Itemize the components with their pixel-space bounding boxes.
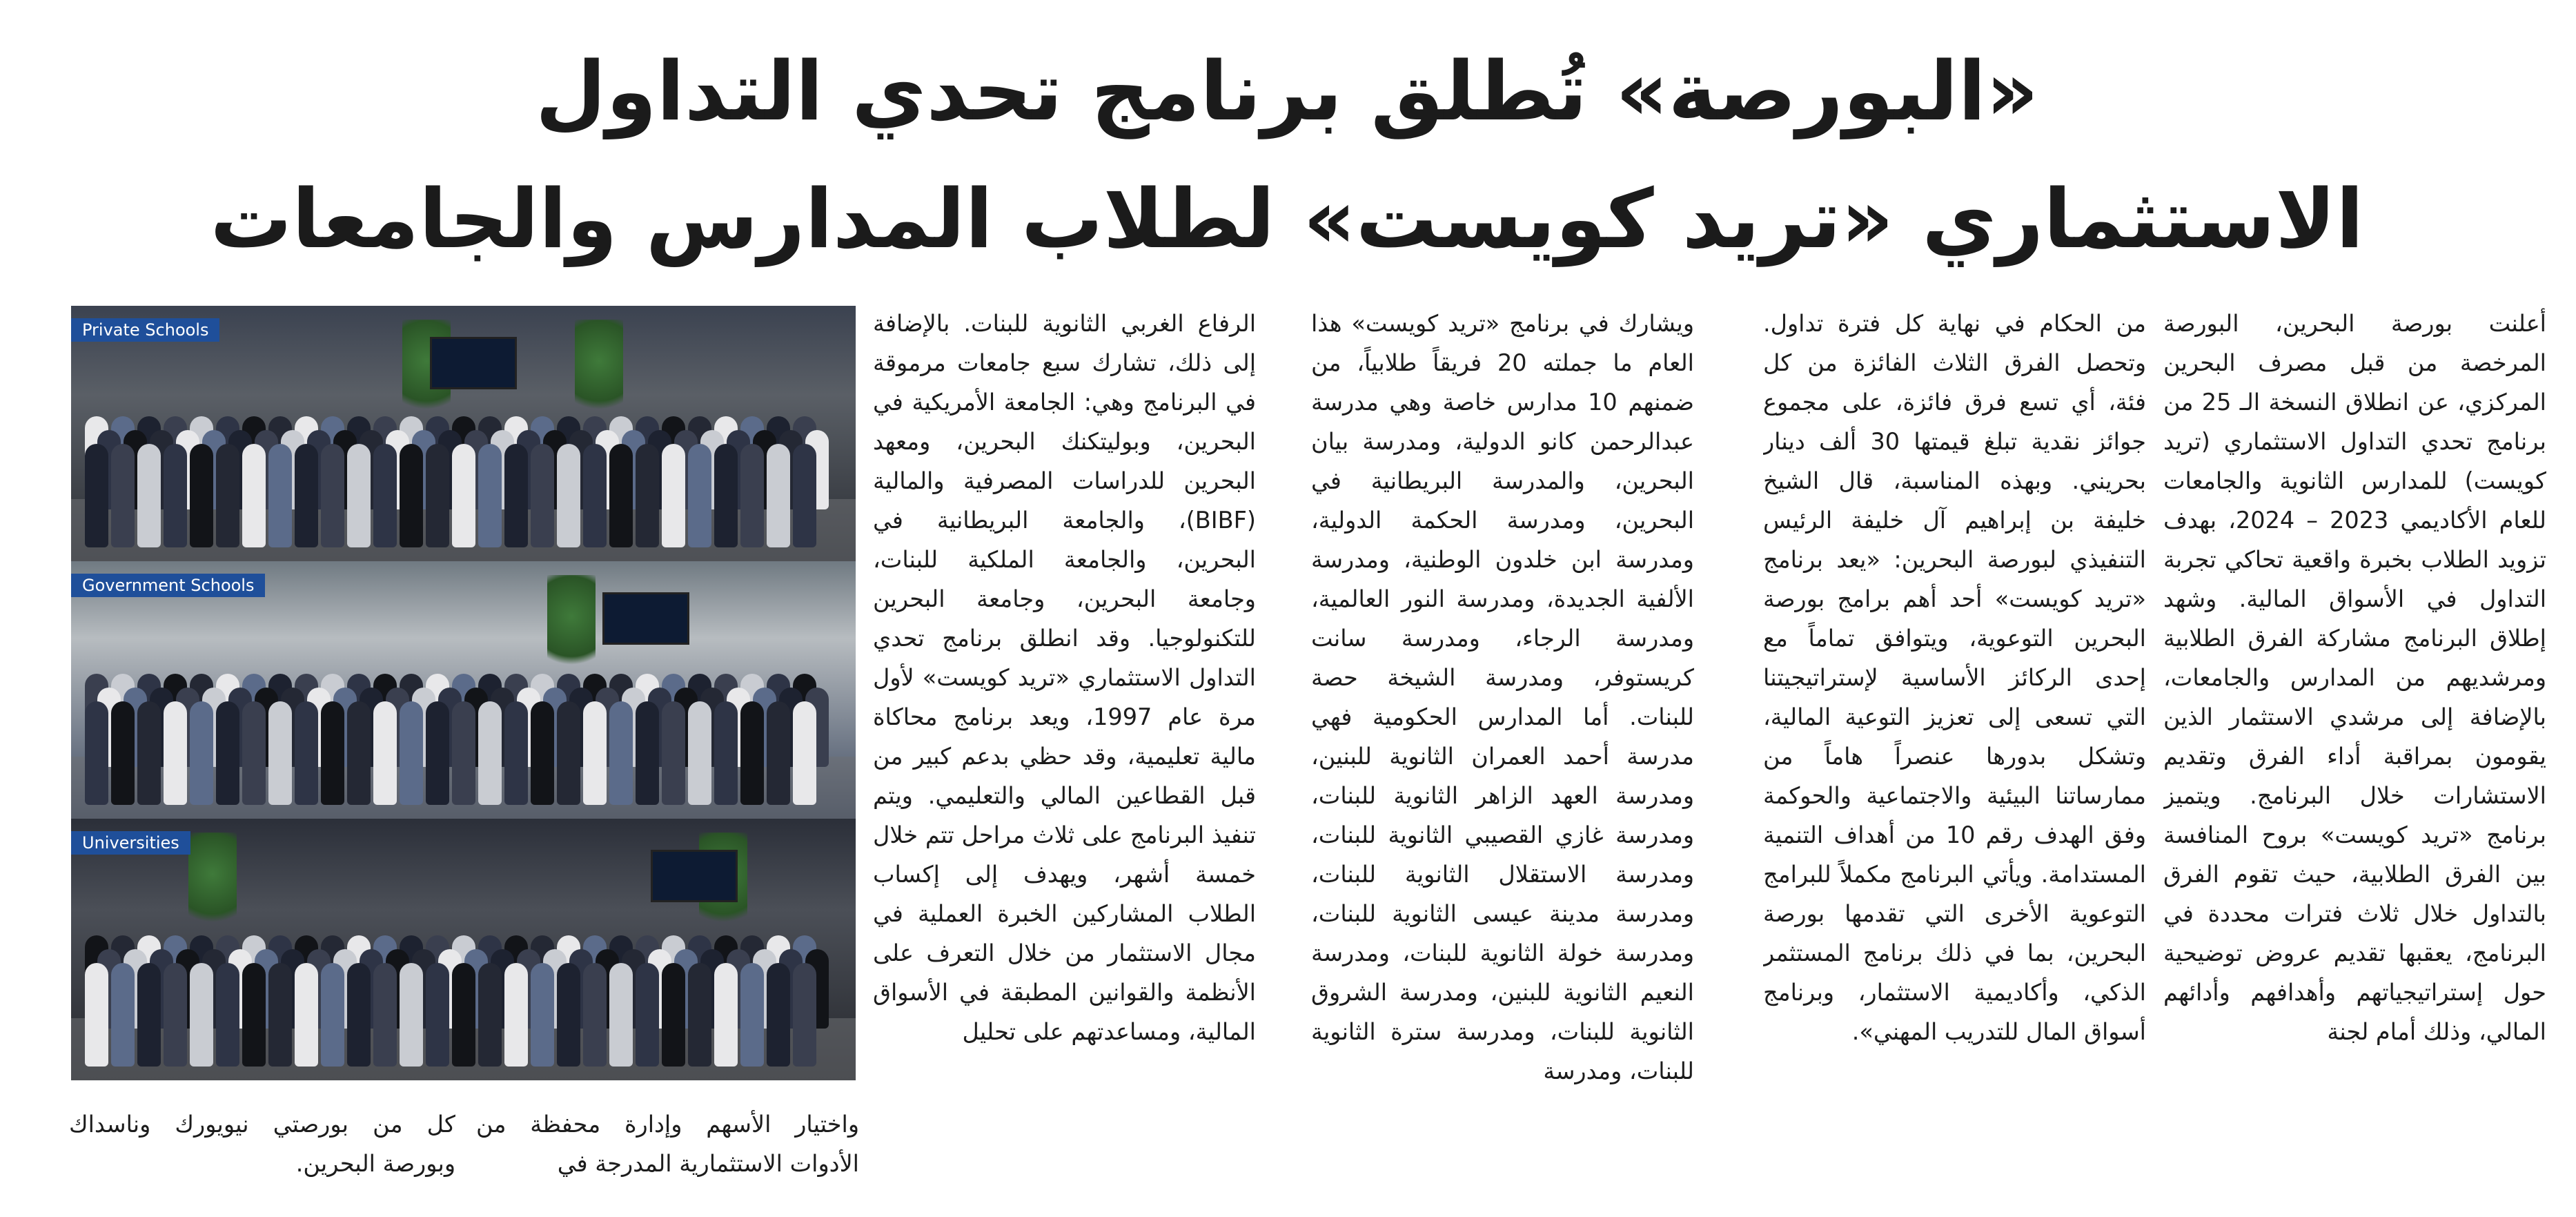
group-photo-collage	[71, 306, 856, 1080]
person-silhouette	[767, 963, 790, 1067]
person-silhouette	[740, 701, 764, 805]
photo-label: Government Schools	[71, 574, 265, 597]
person-silhouette	[242, 963, 266, 1067]
person-silhouette	[164, 701, 187, 805]
article-paragraph: من الحكام في نهاية كل فترة تداول. وتحصل الفرق الثلاث الفائزة من كل فئة، أي تسع فرق فائزة، على مجموع جوائز نقدية تبلغ قيمتها 30 ألف دينار بحريني. وبهذه المناسبة، قال الشيخ خليفة بن إبراهيم آل خليفة الرئيس التنفيذي لبورصة البحرين: «يعد برنامج «تريد كويست» أحد أهم برامج بورصة البحرين التوعوية، ويتوافق تماماً مع إحدى الركائز الأساسية لإستراتيجيتنا التي تسعى إلى تعزيز التوعية المالية، وتشكل بدورها عنصراً هاماً من ممارساتنا البيئية والاجتماعية والحوكمة وفق الهدف رقم 10 من أهداف التنمية المستدامة. ويأتي البرنامج مكملاً للبرامج التوعوية الأخرى التي تقدمها بورصة البحرين، بما في ذلك برنامج المستثمر الذكي، وأكاديمية الاستثمار، وبرنامج أسواق المال للتدريب المهني».	[1763, 310, 2146, 1045]
person-silhouette	[478, 701, 502, 805]
person-silhouette	[478, 444, 502, 547]
person-silhouette	[740, 444, 764, 547]
person-silhouette	[767, 701, 790, 805]
person-silhouette	[662, 963, 685, 1067]
person-silhouette	[688, 701, 711, 805]
crowd	[85, 646, 842, 805]
article-paragraph: الرفاع الغربي الثانوية للبنات. بالإضافة إلى ذلك، تشارك سبع جامعات مرموقة في البرنامج وهي: الجامعة الأمريكية في البحرين، وبوليتكنك البحرين، ومعهد البحرين للدراسات المصرفية والمالية (BIBF)، والجامعة البريطانية في البحرين، والجامعة الملكية للبنات، وجامعة البحرين، وجامعة البحرين للتكنولوجيا. وقد انطلق برنامج تحدي التداول الاستثماري «تريد كويست» لأول مرة عام 1997، ويعد برنامج محاكاة مالية تعليمية، وقد حظي بدعم كبير من قبل القطاعين المالي والتعليمي. ويتم تنفيذ البرنامج على ثلاث مراحل تتم خلال خمسة أشهر، ويهدف إلى إكساب الطلاب المشاركين الخبرة العملية في مجال الاستثمار من خلال التعرف على الأنظمة والقوانين المطبقة في الأسواق المالية، ومساعدتهم على تحليل	[873, 310, 1256, 1045]
person-silhouette	[662, 444, 685, 547]
person-silhouette	[583, 963, 607, 1067]
person-silhouette	[688, 444, 711, 547]
person-silhouette	[190, 963, 213, 1067]
person-silhouette	[373, 963, 397, 1067]
person-silhouette	[452, 963, 475, 1067]
article-paragraph: واختيار الأسهم وإدارة محفظة من الأدوات الاستثمارية المدرجة في	[476, 1111, 859, 1177]
person-silhouette	[714, 701, 738, 805]
photo-label: Universities	[71, 831, 190, 855]
person-silhouette	[636, 963, 659, 1067]
photo-label: Private Schools	[71, 318, 219, 342]
person-silhouette	[111, 444, 135, 547]
person-silhouette	[740, 963, 764, 1067]
photo-panel-private-schools	[71, 306, 856, 561]
person-silhouette	[137, 444, 161, 547]
article-paragraph: ويشارك في برنامج «تريد كويست» هذا العام ما جملته 20 فريقاً طلابياً، من ضمنهم 10 مدارس خاصة وهي مدرسة عبدالرحمن كانو الدولية، ومدرسة بيان البحرين، والمدرسة البريطانية في البحرين، ومدرسة الحكمة الدولية، ومدرسة ابن خلدون الوطنية، ومدرسة الألفية الجديدة، ومدرسة النور العالمية، ومدرسة الرجاء، ومدرسة سانت كريستوفر، ومدرسة الشيخة حصة للبنات. أما المدارس الحكومية فهي مدرسة أحمد العمران الثانوية للبنين، ومدرسة العهد الزاهر الثانوية للبنات، ومدرسة غازي القصيبي الثانوية للبنات، ومدرسة الاستقلال الثانوية للبنات، ومدرسة مدينة عيسى الثانوية للبنات، ومدرسة خولة الثانوية للبنات، ومدرسة النعيم الثانوية للبنين، ومدرسة الشروق الثانوية للبنات، ومدرسة سترة الثانوية للبنات، ومدرسة	[1311, 310, 1694, 1084]
article-column-4	[873, 304, 1256, 1208]
photo-panel-universities	[71, 819, 856, 1080]
person-silhouette	[609, 701, 633, 805]
person-silhouette	[426, 444, 449, 547]
person-silhouette	[85, 963, 108, 1067]
person-silhouette	[295, 701, 318, 805]
person-silhouette	[557, 444, 580, 547]
person-silhouette	[557, 963, 580, 1067]
person-silhouette	[426, 701, 449, 805]
person-silhouette	[452, 444, 475, 547]
person-silhouette	[400, 701, 423, 805]
article-continuation-1	[476, 1104, 859, 1208]
person-silhouette	[636, 444, 659, 547]
person-silhouette	[531, 963, 554, 1067]
person-silhouette	[242, 444, 266, 547]
person-silhouette	[400, 963, 423, 1067]
person-silhouette	[531, 444, 554, 547]
person-silhouette	[373, 701, 397, 805]
person-silhouette	[321, 963, 344, 1067]
person-silhouette	[268, 963, 292, 1067]
person-silhouette	[85, 701, 108, 805]
photo-panel-government-schools	[71, 561, 856, 819]
crowd	[85, 389, 842, 547]
person-silhouette	[609, 963, 633, 1067]
person-silhouette	[190, 444, 213, 547]
person-silhouette	[583, 701, 607, 805]
person-silhouette	[714, 963, 738, 1067]
person-silhouette	[583, 444, 607, 547]
person-silhouette	[400, 444, 423, 547]
person-silhouette	[504, 701, 528, 805]
person-silhouette	[347, 444, 371, 547]
person-silhouette	[452, 701, 475, 805]
person-silhouette	[557, 701, 580, 805]
person-silhouette	[426, 963, 449, 1067]
person-silhouette	[295, 963, 318, 1067]
person-silhouette	[347, 963, 371, 1067]
person-silhouette	[295, 444, 318, 547]
person-silhouette	[793, 444, 816, 547]
person-silhouette	[268, 444, 292, 547]
display-screen	[651, 850, 738, 902]
article-column-3	[1311, 304, 1694, 1208]
person-silhouette	[767, 444, 790, 547]
person-silhouette	[164, 444, 187, 547]
person-silhouette	[216, 963, 239, 1067]
person-silhouette	[373, 444, 397, 547]
person-silhouette	[636, 701, 659, 805]
headline-line-1: «البورصة» تُطلق برنامج تحدي التداول	[535, 43, 2039, 139]
person-silhouette	[190, 701, 213, 805]
person-silhouette	[347, 701, 371, 805]
person-silhouette	[111, 701, 135, 805]
headline	[69, 28, 2505, 283]
person-silhouette	[688, 963, 711, 1067]
person-silhouette	[714, 444, 738, 547]
display-screen	[602, 592, 689, 645]
person-silhouette	[793, 701, 816, 805]
person-silhouette	[268, 701, 292, 805]
headline-line-2: الاستثماري «تريد كويست» لطلاب المدارس والجامعات	[210, 171, 2364, 266]
article-paragraph: أعلنت بورصة البحرين، البورصة المرخصة من قبل مصرف البحرين المركزي، عن انطلاق النسخة الـ 25 من برنامج تحدي التداول الاستثماري (تريد كويست) للمدارس الثانوية والجامعات للعام الأكاديمي 2023 – 2024، بهدف تزويد الطلاب بخبرة واقعية تحاكي تجربة التداول في الأسواق المالية. وشهد إطلاق البرنامج مشاركة الفرق الطلابية ومرشديهم من المدارس والجامعات، بالإضافة إلى مرشدي الاستثمار الذين يقومون بمراقبة أداء الفرق وتقديم الاستشارات خلال البرنامج. ويتميز برنامج «تريد كويست» بروح المنافسة بين الفرق الطلابية، حيث تقوم الفرق بالتداول خلال ثلاث فترات محددة في البرنامج، يعقبها تقديم عروض توضيحية حول إستراتيجياتهم وأهدافهم وأدائهم المالي، وذلك أمام لجنة	[2163, 310, 2546, 1045]
article-column-2	[1763, 304, 2146, 1208]
person-silhouette	[478, 963, 502, 1067]
person-silhouette	[531, 701, 554, 805]
person-silhouette	[216, 444, 239, 547]
person-silhouette	[662, 701, 685, 805]
person-silhouette	[504, 963, 528, 1067]
person-silhouette	[793, 963, 816, 1067]
person-silhouette	[85, 444, 108, 547]
person-silhouette	[242, 701, 266, 805]
article-continuation-2	[69, 1104, 455, 1208]
person-silhouette	[111, 963, 135, 1067]
person-silhouette	[164, 963, 187, 1067]
person-silhouette	[504, 444, 528, 547]
person-silhouette	[216, 701, 239, 805]
person-silhouette	[137, 963, 161, 1067]
person-silhouette	[609, 444, 633, 547]
person-silhouette	[321, 444, 344, 547]
person-silhouette	[321, 701, 344, 805]
article-column-1	[2163, 304, 2546, 1208]
person-silhouette	[137, 701, 161, 805]
display-screen	[430, 337, 517, 389]
article-paragraph: كل من بورصتي نيويورك وناسداك وبورصة البحرين.	[69, 1111, 455, 1177]
crowd	[85, 908, 842, 1067]
